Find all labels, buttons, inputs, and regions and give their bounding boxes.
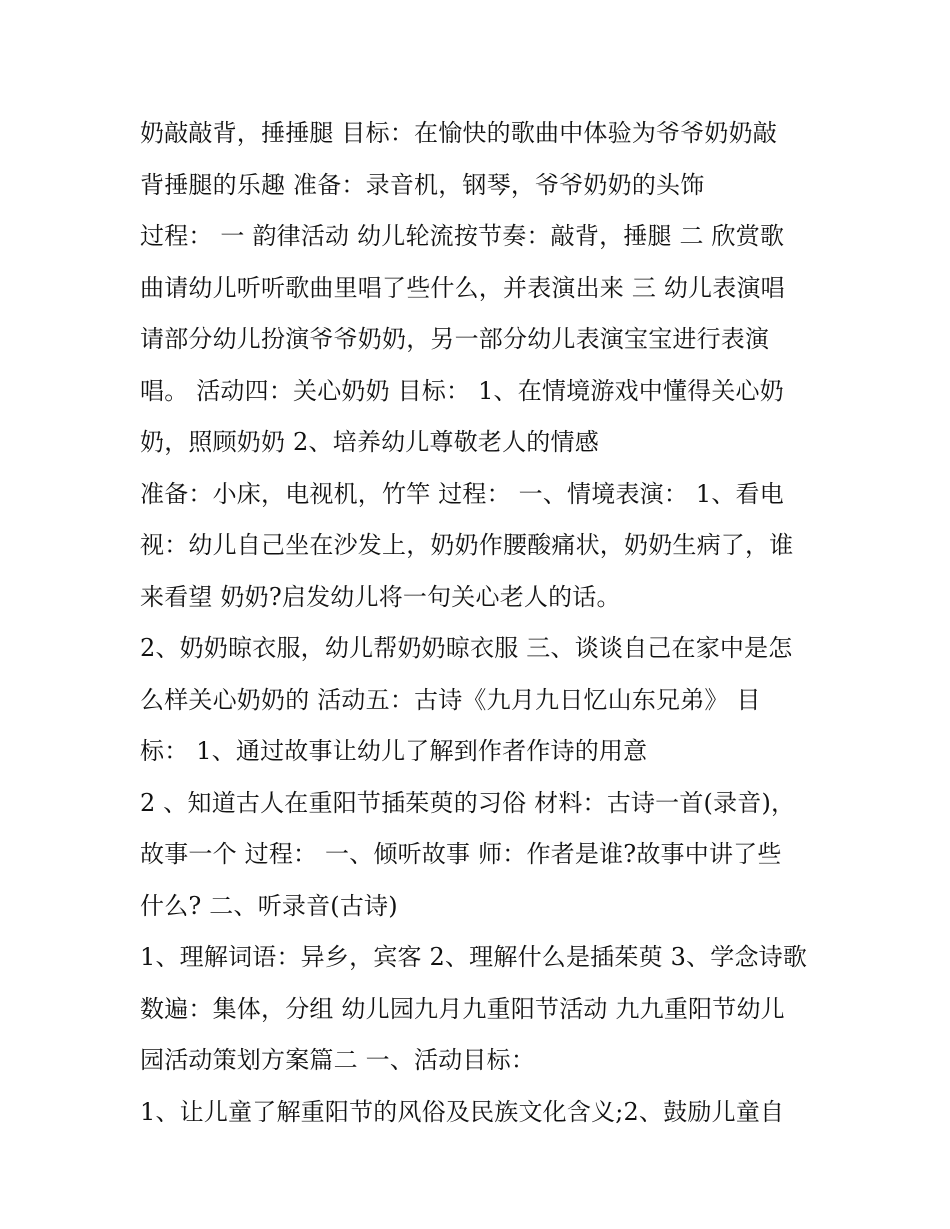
text-line: 来看望 奶奶?启发幼儿将一句关心老人的话。 [140,582,621,611]
text-line: 2 、知道古人在重阳节插茱萸的习俗 材料：古诗一首(录音)， [140,788,796,817]
text-line: 2、奶奶晾衣服，幼儿帮奶奶晾衣服 三、谈谈自己在家中是怎 [140,634,793,662]
text-line: 唱。 活动四：关心奶奶 目标： 1、在情境游戏中懂得关心奶 [140,376,784,405]
text-line: 园活动策划方案篇二 一、活动目标： [140,1046,536,1074]
text-line: 数遍：集体，分组 幼儿园九月九重阳节活动 九九重阳节幼儿 [140,994,785,1023]
text-line: 奶敲敲背，捶捶腿 目标：在愉快的歌曲中体验为爷爷奶奶敲 [140,119,778,147]
document-body [140,108,830,1138]
text-line: 什么? 二、听录音(古诗) [140,891,398,920]
text-line: 请部分幼儿扮演爷爷奶奶，另一部分幼儿表演宝宝进行表演 [140,325,770,353]
text-line: 背捶腿的乐趣 准备：录音机，钢琴，爷爷奶奶的头饰 [140,170,705,199]
text-line: 1、让儿童了解重阳节的风俗及民族文化含义;2、鼓励儿童自 [140,1097,785,1126]
text-line: 视：幼儿自己坐在沙发上，奶奶作腰酸痛状，奶奶生病了，谁 [140,531,794,559]
text-line: 故事一个 过程： 一、倾听故事 师：作者是谁?故事中讲了些 [140,840,782,868]
text-line: 么样关心奶奶的 活动五：古诗《九月九日忆山东兄弟》 目 [140,685,761,714]
text-line: 曲请幼儿听听歌曲里唱了些什么，并表演出来 三 幼儿表演唱 [140,273,785,302]
text-line: 标： 1、通过故事让幼儿了解到作者作诗的用意 [140,737,648,765]
text-line: 1、理解词语：异乡，宾客 2、理解什么是插茱萸 3、学念诗歌 [140,943,808,971]
text-line: 过程： 一 韵律活动 幼儿轮流按节奏：敲背，捶腿 二 欣赏歌 [140,222,785,250]
text-line: 奶，照顾奶奶 2、培养幼儿尊敬老人的情感 [140,428,599,456]
text-line: 准备：小床，电视机，竹竿 过程： 一、情境表演： 1、看电 [140,479,784,508]
